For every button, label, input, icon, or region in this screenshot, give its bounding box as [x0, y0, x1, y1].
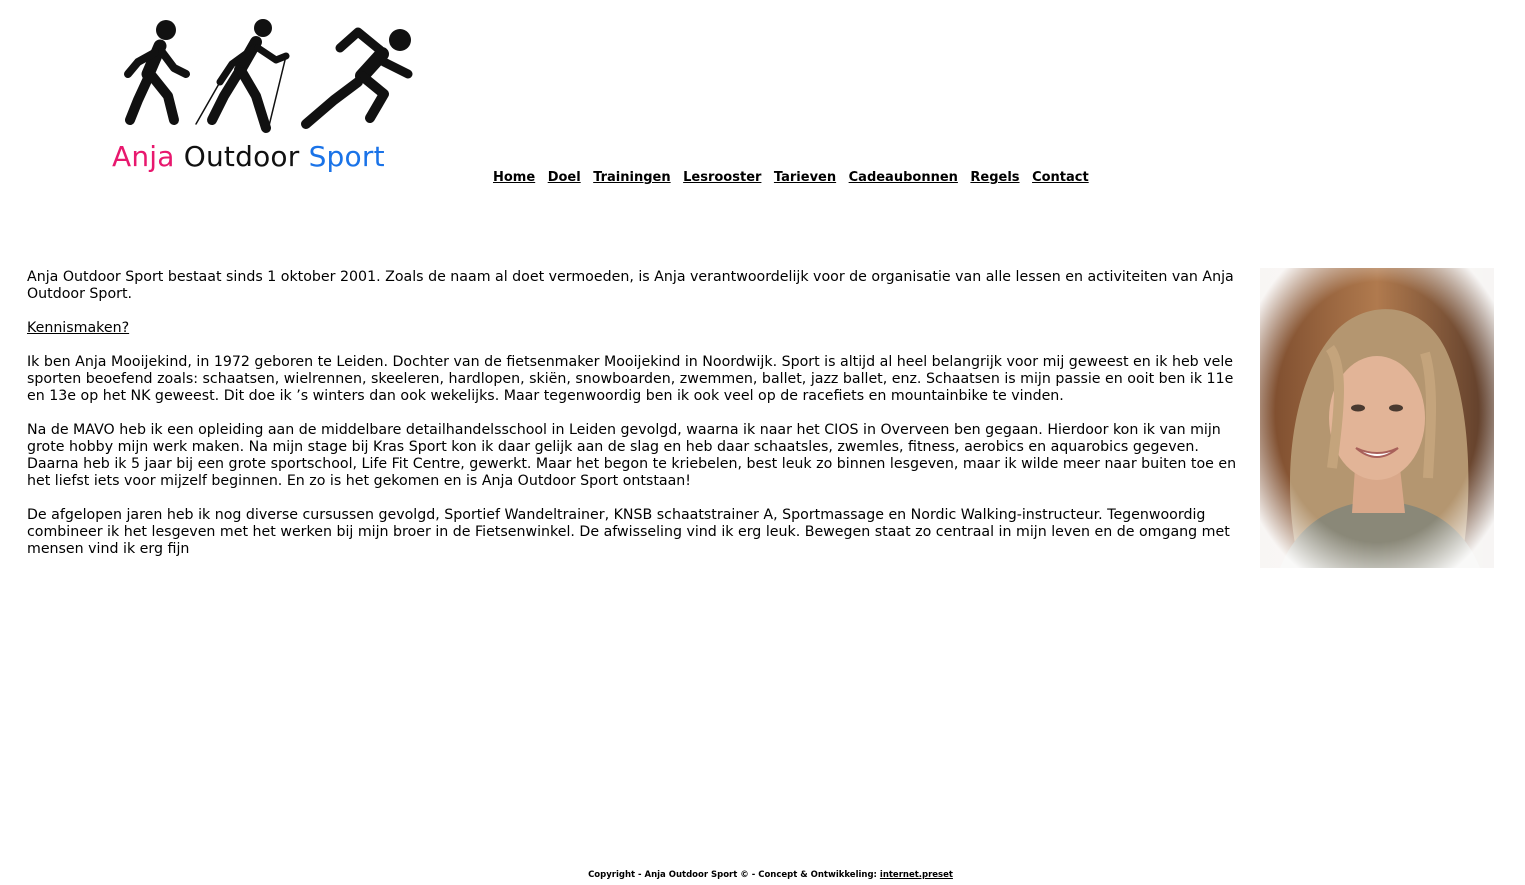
nordic-walker-icon	[196, 19, 286, 130]
sport-pictograms	[108, 12, 418, 137]
nav-link-trainingen[interactable]: Trainingen	[593, 170, 671, 185]
kennismaken-heading: Kennismaken?	[27, 320, 130, 336]
logo-word-anja: Anja	[112, 140, 175, 173]
nav-link-lesrooster[interactable]: Lesrooster	[683, 170, 762, 185]
nav-link-doel[interactable]: Doel	[547, 170, 581, 185]
logo-word-outdoor: Outdoor	[183, 140, 300, 173]
copyright-text: Copyright - Anja Outdoor Sport © - Concept & Ontwikkeling:	[588, 870, 880, 880]
site-logo[interactable]	[108, 12, 418, 184]
nav-link-tarieven[interactable]: Tarieven	[773, 170, 837, 185]
nav-link-regels[interactable]: Regels	[970, 170, 1020, 185]
logo-wordmark	[112, 140, 385, 173]
about-paragraph-2: Na de MAVO heb ik een opleiding aan de middelbare detailhandelsschool in Leiden gevolgd, waarna ik naar het CIOS in Overveen ben gegaan. Hierdoor kon ik van mijn grote hobby mijn werk maken. Na mijn stage bij Kras Sport kon ik daar gelijk aan de slag en heb daar schaatsles, zwemles, fitness, aerobics en aquarobics gegeven. Daarna heb ik 5 jaar bij een grote sportschool, Life Fit Centre, gewerkt. Maar het begon te kriebelen, best leuk zo binnen lesgeven, maar ik wilde meer naar buiten toe en het liefst iets voor mijzelf beginnen. En zo is het gekomen en is Anja Outdoor Sport ontstaan!	[27, 422, 1237, 489]
nav-link-cadeaubonnen[interactable]: Cadeaubonnen	[848, 170, 958, 185]
about-paragraph-1: Ik ben Anja Mooijekind, in 1972 geboren te Leiden. Dochter van de fietsenmaker Mooijekind in Noordwijk. Sport is altijd al heel belangrijk voor mij geweest en ik heb vele sporten beoefend zoals: schaatsen, wielrennen, skeeleren, hardlopen, skiën, snowboarden, zwemmen, ballet, jazz ballet, enz. Schaatsen is mijn passie en ooit ben ik 11e en 13e op het NK geweest. Dit doe ik ’s winters dan ook wekelijks. Maar tegenwoordig ben ik ook veel op de racefiets en mountainbike te vinden.	[27, 354, 1234, 404]
nav-link-home[interactable]: Home	[493, 170, 536, 185]
walker-icon	[128, 20, 186, 120]
portrait-photo	[1260, 268, 1494, 568]
about-paragraph-3: De afgelopen jaren heb ik nog diverse cursussen gevolgd, Sportief Wandeltrainer, KNSB schaatstrainer A, Sportmassage en Nordic Walking-instructeur. Tegenwoordig combineer ik het lesgeven met het werken bij mijn broer in de Fietsenwinkel. De afwisseling vind ik erg leuk. Bewegen staat zo centraal in mijn leven en de omgang met mensen vind ik erg fijn	[27, 507, 1230, 557]
main-nav	[493, 170, 1101, 185]
portrait-image	[1260, 268, 1494, 568]
developer-link[interactable]: internet.preset	[879, 870, 953, 880]
footer	[0, 870, 1525, 880]
main-content	[27, 269, 1239, 575]
runner-icon	[306, 29, 411, 124]
logo-word-sport: Sport	[308, 140, 385, 173]
nav-link-contact[interactable]: Contact	[1032, 170, 1089, 185]
intro-paragraph: Anja Outdoor Sport bestaat sinds 1 oktober 2001. Zoals de naam al doet vermoeden, is Anja verantwoordelijk voor de organisatie van alle lessen en activiteiten van Anja Outdoor Sport.	[27, 269, 1234, 302]
